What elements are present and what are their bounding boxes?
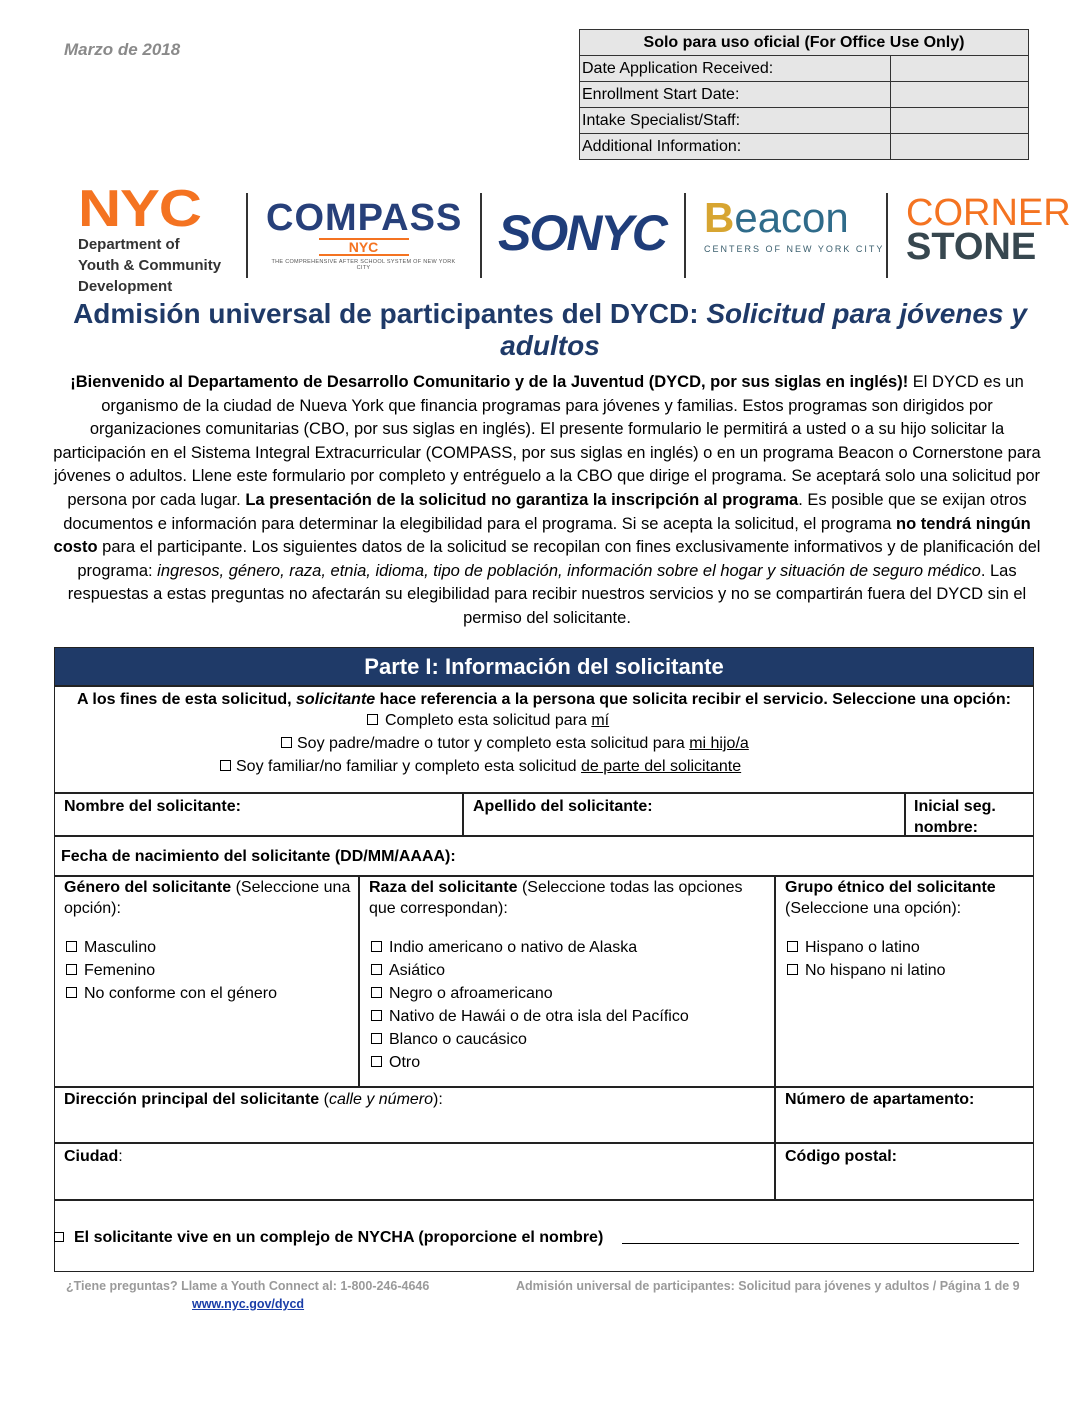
checkbox[interactable] — [220, 760, 231, 771]
footer-page-info: Admisión universal de participantes: Solicitud para jóvenes y adultos / Página 1 de 9 — [516, 1279, 1020, 1293]
cornerstone-logo-bottom: STONE — [906, 226, 1037, 268]
office-row-label: Date Application Received: — [580, 56, 891, 82]
divider — [54, 1086, 1034, 1088]
instr-text: A los fines de esta solicitud, — [77, 691, 297, 708]
intro-text: El DYCD es un organismo de la ciudad de Nueva York que financia programas para jóvenes y familias. Estos programas son dirigidos por organizaciones comunitarias (CBO, por sus siglas en inglés). El presente formulario le permitirá a usted o a su hijo solicitar la participación en el Sistema Integral Extracurricular (COMPASS, por sus siglas en inglés) o en un programa Beacon o Cornerstone para jóvenes o adultos. Llene este formulario por completo y entréguelo a la CBO que dirige el programa. Se aceptará solo una solicitud por persona por cada lugar. — [53, 373, 1041, 509]
divider — [358, 875, 360, 1086]
zip-label: Código postal: — [785, 1148, 897, 1165]
ethnic-option[interactable] — [787, 960, 946, 981]
logo-divider — [246, 193, 248, 278]
ethnic-option-label: Hispano o latino — [805, 939, 920, 956]
race-option[interactable] — [371, 1029, 527, 1050]
address-label-text: ): — [433, 1091, 443, 1108]
gender-option[interactable] — [66, 937, 156, 958]
gender-option-label: Femenino — [84, 962, 156, 979]
instr-italic: solicitante — [296, 691, 376, 708]
nycha-option[interactable] — [54, 1227, 603, 1248]
option-label-underlined: de parte del solicitante — [581, 758, 742, 775]
ethnic-option-label: No hispano ni latino — [805, 962, 946, 979]
nyc-dycd-logo — [78, 180, 222, 295]
divider — [462, 792, 464, 835]
compass-logo-word: COMPASS — [266, 197, 463, 239]
option-label: Completo esta solicitud para — [385, 712, 592, 729]
checkbox[interactable] — [66, 941, 77, 952]
nyc-logo-line: Development — [78, 278, 173, 295]
race-option-label: Otro — [389, 1054, 421, 1071]
nyc-logo-mark: NYC — [78, 180, 201, 238]
office-use-table — [579, 29, 1029, 160]
divider — [904, 792, 906, 835]
race-option-label: Blanco o caucásico — [389, 1031, 527, 1048]
beacon-logo-b: B — [704, 194, 735, 241]
address-label-italic: calle y número — [328, 1091, 434, 1108]
part1-heading: Parte I: Información del solicitante — [55, 648, 1033, 685]
address-label-text: ( — [319, 1091, 329, 1108]
intro-text: . Las respuestas a estas preguntas no afectarán su elegibilidad para recibir nuestros servicios y no se compartirán fuera del DYCD sin el permiso del solicitante. — [67, 561, 1027, 627]
race-option[interactable] — [371, 983, 553, 1004]
office-use-heading: Solo para uso oficial (For Office Use Only) — [580, 30, 1029, 56]
compass-logo-sub: NYC — [319, 238, 409, 256]
race-option-label: Negro o afroamericano — [389, 985, 553, 1002]
page-title — [50, 298, 1050, 362]
dob-label: Fecha de nacimiento del solicitante (DD/MM/AAAA): — [61, 848, 456, 865]
race-hint: (Seleccione todas las opciones que correspondan): — [369, 879, 743, 917]
office-row-value[interactable] — [891, 82, 1029, 108]
office-row-label: Enrollment Start Date: — [580, 82, 891, 108]
address-label-bold: Dirección principal del solicitante — [64, 1091, 320, 1108]
address-label — [64, 1089, 443, 1110]
divider — [54, 1199, 1034, 1201]
apartment-label: Número de apartamento: — [785, 1091, 975, 1108]
logo-divider — [480, 193, 482, 278]
logo-divider — [684, 193, 686, 278]
checkbox[interactable] — [787, 941, 798, 952]
city-label-bold: Ciudad — [64, 1148, 119, 1165]
gender-option-label: No conforme con el género — [84, 985, 277, 1002]
race-option-label: Nativo de Hawái o de otra isla del Pacífico — [389, 1008, 689, 1025]
applicant-instructions — [56, 689, 1032, 710]
nyc-logo-line: Department of — [78, 236, 180, 253]
intro-paragraph — [48, 371, 1046, 631]
gender-title: Género del solicitante — [64, 879, 232, 896]
race-title: Raza del solicitante — [369, 879, 518, 896]
race-option[interactable] — [371, 1052, 420, 1073]
compass-logo-tagline: THE COMPREHENSIVE AFTER SCHOOL SYSTEM OF NEW YORK CITY — [271, 259, 456, 271]
office-row-value[interactable] — [891, 56, 1029, 82]
option-label-underlined: mi hijo/a — [689, 735, 749, 752]
page-title-main: Admisión universal de participantes del DYCD: — [73, 298, 707, 329]
intro-bold: no tendrá ningún costo — [53, 514, 1031, 557]
ethnic-hint: (Seleccione una opción): — [785, 900, 962, 917]
gender-heading — [64, 877, 354, 919]
gender-option[interactable] — [66, 983, 277, 1004]
gender-hint: (Seleccione una opción): — [64, 879, 351, 917]
cornerstone-logo-top: CORNER — [906, 192, 1071, 234]
checkbox[interactable] — [787, 964, 798, 975]
checkbox[interactable] — [66, 987, 77, 998]
gender-option[interactable] — [66, 960, 155, 981]
city-label-text: : — [118, 1148, 123, 1165]
intro-text: . Es posible que se exijan otros documentos e información para determinar la elegibilidad para el programa. Si se acepta la solicitud, el programa — [63, 490, 1027, 533]
footer-link[interactable]: www.nyc.gov/dycd — [192, 1297, 305, 1311]
option-relative[interactable] — [220, 756, 741, 777]
option-label-underlined: mí — [591, 712, 610, 729]
intro-welcome: ¡Bienvenido al Departamento de Desarrollo Comunitario y de la Juventud (DYCD, por sus siglas en inglés)! — [70, 373, 909, 391]
beacon-logo — [704, 196, 884, 254]
sonyc-logo: SONYC — [498, 205, 666, 261]
race-option-label: Indio americano o nativo de Alaska — [389, 939, 638, 956]
race-option[interactable] — [371, 1006, 689, 1027]
divider — [774, 875, 776, 1199]
option-parent[interactable] — [281, 733, 749, 754]
document-date: Marzo de 2018 — [64, 40, 181, 59]
ethnic-option[interactable] — [787, 937, 920, 958]
race-option-label: Asiático — [389, 962, 446, 979]
race-heading — [369, 877, 773, 919]
checkbox[interactable] — [367, 714, 378, 725]
option-label: Soy padre/madre o tutor y completo esta solicitud para — [297, 735, 690, 752]
intro-bold: La presentación de la solicitud no garantiza la inscripción al programa — [245, 490, 799, 509]
last-name-label: Apellido del solicitante: — [473, 798, 653, 815]
nycha-label: El solicitante vive en un complejo de NYCHA (proporcione el nombre) — [74, 1229, 604, 1246]
city-label — [64, 1146, 123, 1167]
office-row-label: Intake Specialist/Staff: — [580, 108, 891, 134]
intro-text: para el participante. Los siguientes datos de la solicitud se recopilan con fines exclusivamente informativos y de planificación del programa: — [77, 538, 1041, 580]
checkbox[interactable] — [54, 1232, 64, 1242]
beacon-logo-word: eacon — [734, 194, 849, 241]
footer-help: ¿Tiene preguntas? Llame a Youth Connect al: 1-800-246-4646 — [66, 1279, 430, 1293]
divider — [54, 835, 1034, 837]
checkbox[interactable] — [371, 1033, 382, 1044]
office-row-value[interactable] — [891, 108, 1029, 134]
option-self[interactable] — [367, 710, 609, 731]
divider — [54, 685, 1034, 687]
race-option[interactable] — [371, 937, 637, 958]
checkbox[interactable] — [371, 964, 382, 975]
logo-divider — [886, 193, 888, 278]
ethnic-title: Grupo étnico del solicitante — [785, 879, 996, 896]
first-name-label: Nombre del solicitante: — [64, 798, 241, 815]
intro-italic: ingresos, género, raza, etnia, idioma, tipo de población, información sobre el hogar y situación de seguro médico — [157, 561, 981, 580]
race-option[interactable] — [371, 960, 445, 981]
nycha-name-line[interactable] — [622, 1243, 1019, 1244]
checkbox[interactable] — [281, 737, 292, 748]
checkbox[interactable] — [66, 964, 77, 975]
checkbox[interactable] — [371, 941, 382, 952]
checkbox[interactable] — [371, 1056, 382, 1067]
instr-text: hace referencia a la persona que solicita recibir el servicio. Seleccione una opción: — [375, 691, 1011, 708]
middle-initial-label: Inicial seg. nombre: — [914, 798, 996, 836]
option-label: Soy familiar/no familiar y completo esta solicitud — [236, 758, 582, 775]
divider — [54, 792, 1034, 794]
compass-logo — [266, 198, 461, 271]
ethnic-heading — [785, 877, 1025, 919]
page-title-italic: Solicitud para jóvenes y adultos — [500, 298, 1027, 361]
nyc-logo-line: Youth & Community — [78, 257, 222, 274]
beacon-logo-sub: CENTERS OF NEW YORK CITY — [704, 244, 885, 254]
gender-option-label: Masculino — [84, 939, 157, 956]
office-row-label: Additional Information: — [580, 134, 891, 160]
office-row-value[interactable] — [891, 134, 1029, 160]
checkbox[interactable] — [371, 1010, 382, 1021]
divider — [54, 1142, 1034, 1144]
checkbox[interactable] — [371, 987, 382, 998]
cornerstone-logo — [906, 192, 1071, 268]
